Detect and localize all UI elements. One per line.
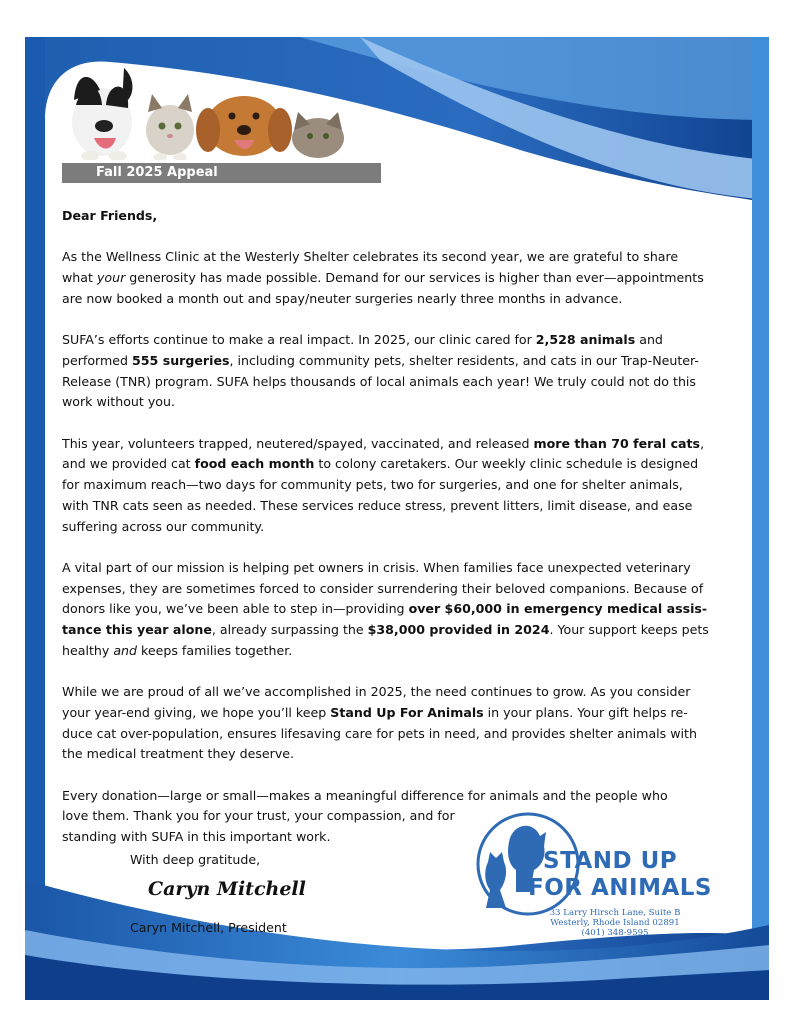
cat-silhouette-icon xyxy=(485,852,506,908)
cat-tabby-image xyxy=(292,112,344,158)
signer-name: Caryn Mitchell, President xyxy=(130,920,287,935)
pets-photo xyxy=(62,60,352,160)
letter-body xyxy=(62,206,712,868)
logo-title-line2: FOR ANIMALS xyxy=(528,875,712,901)
appeal-banner-label: Fall 2025 Appeal xyxy=(96,165,218,180)
paragraph-3: This year, volunteers trapped, neutered/spayed, vaccinated, and released more than 70 feral cats, and we provided cat food each month to colony caretakers. Our weekly clinic schedule is designed for maximum reach—two days for community pets, two for surgeries, and one for shelter animals, with TNR cats seen as needed. These services reduce stress, prevent litters, limit disease, and ease suffering across our community. xyxy=(62,435,705,534)
cat-tabby-white-image xyxy=(146,94,194,155)
signature: Caryn Mitchell xyxy=(148,878,306,900)
paragraph-6: Every donation—large or small—makes a meaningful difference for animals and the people who love them. Thank you for your trust, your compassion, and for standing with SUFA in this important work. xyxy=(62,787,668,844)
dog-black-white-image xyxy=(72,68,132,156)
paragraph-5: While we are proud of all we’ve accomplished in 2025, the need continues to grow. As you consider your year-end giving, we hope you’ll keep Stand Up For Animals in your plans. Your gift helps re-duce cat over-population, ensures lifesaving care for pets in need, and provides shelter animals with the medical treatment they deserve. xyxy=(62,684,697,762)
dog-golden-image xyxy=(196,96,292,156)
logo-address-line1: 33 Larry Hirsch Lane, Suite B xyxy=(549,908,681,918)
logo-title-line1: STAND UP xyxy=(543,848,678,874)
paragraph-4: A vital part of our mission is helping pet owners in crisis. When families face unexpected veterinary expenses, they are sometimes forced to consider surrendering their beloved companions. Because of donors like you, we’ve been able to step in—providing over $60,000 in emergency medical assis-tance this year alone, already surpassing the $38,000 provided in 2024. Your support keeps pets healthy and keeps families together. xyxy=(62,559,709,658)
closing-text: With deep gratitude, xyxy=(130,852,261,867)
logo-address-line2: Westerly, Rhode Island 02891 xyxy=(550,918,680,928)
paragraph-2: SUFA’s efforts continue to make a real impact. In 2025, our clinic cared for 2,528 animals and performed 555 surgeries, including community pets, shelter residents, and cats in our Trap-Neuter-Release (TNR) program. SUFA helps thousands of local animals each year! We truly could not do this work without you. xyxy=(62,332,699,410)
letter-greeting: Dear Friends, xyxy=(62,208,158,223)
logo-phone: (401) 348-9595 xyxy=(581,928,649,938)
paragraph-1: As the Wellness Clinic at the Westerly Shelter celebrates its second year, we are grateful to share what your generosity has made possible. Demand for our services is higher than ever—appointments are now booked a month out and spay/neuter surgeries nearly three months in advance. xyxy=(62,249,704,306)
